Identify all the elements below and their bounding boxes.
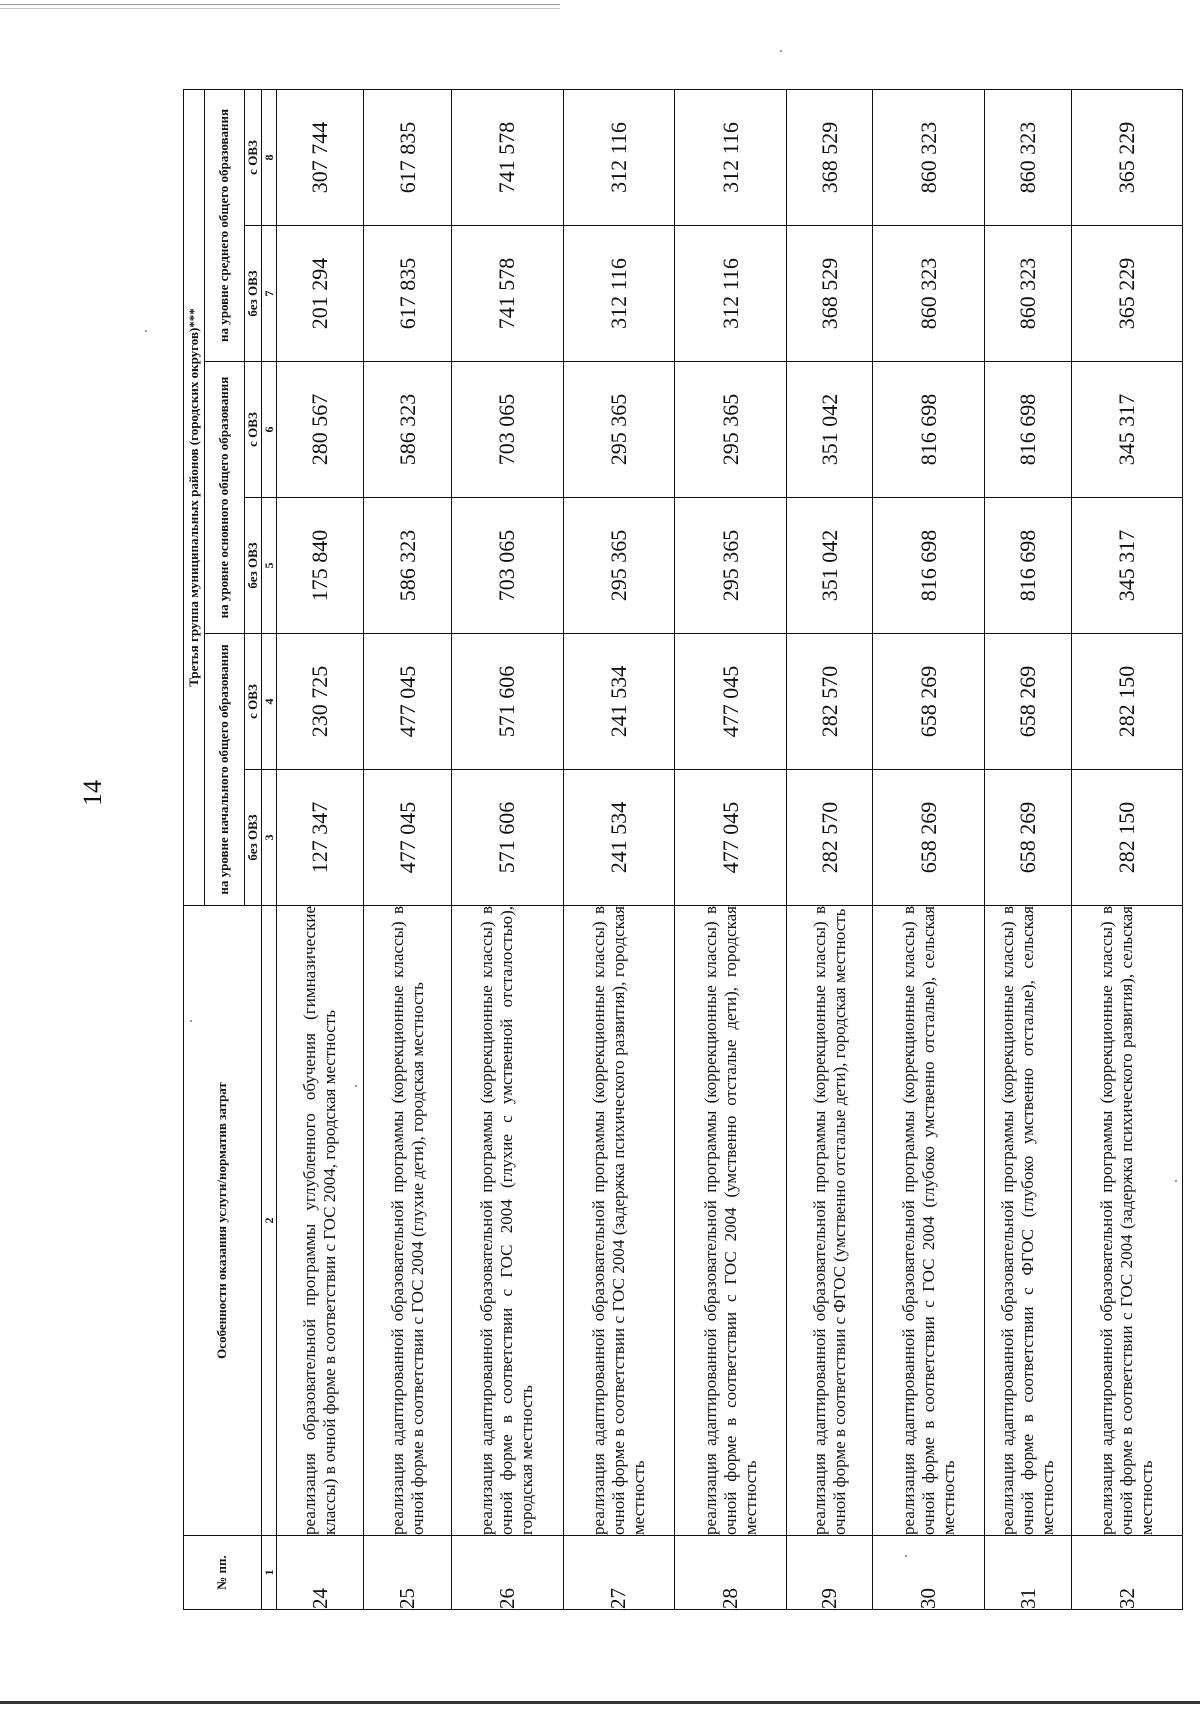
- value-cell: 351 042: [787, 498, 873, 634]
- header-sub-with: с ОВЗ: [244, 634, 261, 770]
- value-cell: 741 578: [451, 226, 563, 362]
- row-number: 32: [1072, 1536, 1183, 1610]
- table-row: [675, 89, 787, 1609]
- index-cell: 8: [261, 89, 276, 225]
- row-number: 26: [451, 1536, 563, 1610]
- table-row: [873, 89, 985, 1609]
- value-cell: 230 725: [277, 634, 364, 770]
- row-description: реализация адаптированной образовательной программы (коррекционные классы) в очной форме в соответствии с ГОС 2004 (задержка психического развития), городская местность: [563, 906, 675, 1536]
- table-row: [563, 89, 675, 1609]
- value-cell: 658 269: [873, 634, 985, 770]
- value-cell: 175 840: [277, 498, 364, 634]
- value-cell: 658 269: [984, 634, 1071, 770]
- row-number: 31: [984, 1536, 1071, 1610]
- row-description: реализация адаптированной образовательной программы (коррекционные классы) в очной форме в соответствии с ГОС 2004 (глубоко умственно отсталые), сельская местность: [873, 906, 985, 1536]
- rotated-table-wrapper: [183, 90, 1183, 1610]
- scan-speck: [145, 330, 147, 332]
- value-cell: 127 347: [277, 770, 364, 906]
- value-cell: 860 323: [873, 226, 985, 362]
- value-cell: 351 042: [787, 362, 873, 498]
- value-cell: 703 065: [451, 362, 563, 498]
- value-cell: 586 323: [364, 362, 451, 498]
- row-description: реализация адаптированной образовательной программы (коррекционные классы) в очной форме в соответствии с ГОС 2004 (задержка психического развития), сельская местность: [1072, 906, 1183, 1536]
- row-description: реализация адаптированной образовательной программы (коррекционные классы) в очной форме в соответствии с ФГОС (умственно отсталые дети), городская местность: [787, 906, 873, 1536]
- value-cell: 860 323: [873, 89, 985, 225]
- header-group: Третья группа муниципальных районов (городских округов)***: [184, 89, 205, 905]
- value-cell: 571 606: [451, 634, 563, 770]
- value-cell: 241 534: [563, 634, 675, 770]
- value-cell: 241 534: [563, 770, 675, 906]
- value-cell: 280 567: [277, 362, 364, 498]
- value-cell: 282 150: [1072, 770, 1183, 906]
- scan-edge-bottom: [0, 1701, 1200, 1704]
- table-row: [451, 89, 563, 1609]
- row-number: 28: [675, 1536, 787, 1610]
- value-cell: 477 045: [364, 770, 451, 906]
- cost-norms-table: [183, 89, 1183, 1610]
- row-number: 24: [277, 1536, 364, 1610]
- value-cell: 617 835: [364, 226, 451, 362]
- table-row: [277, 89, 364, 1609]
- value-cell: 312 116: [563, 226, 675, 362]
- value-cell: 365 229: [1072, 89, 1183, 225]
- index-cell: 2: [261, 906, 276, 1536]
- value-cell: 816 698: [873, 362, 985, 498]
- row-description: реализация адаптированной образовательной программы (коррекционные классы) в очной форме в соответствии с ГОС 2004 (глухие с умственной отсталостью), городская местность: [451, 906, 563, 1536]
- value-cell: 312 116: [563, 89, 675, 225]
- value-cell: 741 578: [451, 89, 563, 225]
- value-cell: 312 116: [675, 89, 787, 225]
- value-cell: 312 116: [675, 226, 787, 362]
- value-cell: 368 529: [787, 226, 873, 362]
- header-sub-with: с ОВЗ: [244, 89, 261, 225]
- value-cell: 658 269: [984, 770, 1071, 906]
- value-cell: 477 045: [675, 770, 787, 906]
- row-number: 27: [563, 1536, 675, 1610]
- header-sub-without: без ОВЗ: [244, 770, 261, 906]
- header-level-basic: на уровне основного общего образования: [204, 362, 244, 634]
- value-cell: 816 698: [984, 498, 1071, 634]
- row-number: 25: [364, 1536, 451, 1610]
- header-index-row: [261, 89, 276, 1609]
- value-cell: 295 365: [563, 498, 675, 634]
- value-cell: 586 323: [364, 498, 451, 634]
- index-cell: 5: [261, 498, 276, 634]
- header-col-feature: Особенности оказания услуги/норматив затрат: [184, 906, 262, 1536]
- index-cell: 1: [261, 1536, 276, 1610]
- row-number: 29: [787, 1536, 873, 1610]
- value-cell: 201 294: [277, 226, 364, 362]
- row-number: 30: [873, 1536, 985, 1610]
- value-cell: 816 698: [984, 362, 1071, 498]
- value-cell: 295 365: [675, 498, 787, 634]
- value-cell: 345 317: [1072, 498, 1183, 634]
- page-number: 14: [78, 780, 107, 806]
- header-sub-with: с ОВЗ: [244, 362, 261, 498]
- value-cell: 860 323: [984, 89, 1071, 225]
- value-cell: 295 365: [675, 362, 787, 498]
- header-sub-without: без ОВЗ: [244, 226, 261, 362]
- value-cell: 345 317: [1072, 362, 1183, 498]
- value-cell: 307 744: [277, 89, 364, 225]
- row-description: реализация адаптированной образовательной программы (коррекционные классы) в очной форме в соответствии с ГОС 2004 (глухие дети), городская местность: [364, 906, 451, 1536]
- index-cell: 6: [261, 362, 276, 498]
- value-cell: 703 065: [451, 498, 563, 634]
- index-cell: 4: [261, 634, 276, 770]
- index-cell: 7: [261, 226, 276, 362]
- value-cell: 477 045: [364, 634, 451, 770]
- value-cell: 617 835: [364, 89, 451, 225]
- value-cell: 282 150: [1072, 634, 1183, 770]
- table-row: [1072, 89, 1183, 1609]
- value-cell: 571 606: [451, 770, 563, 906]
- header-col-no: № пп.: [184, 1536, 262, 1610]
- value-cell: 365 229: [1072, 226, 1183, 362]
- row-description: реализация адаптированной образовательной программы (коррекционные классы) в очной форме в соответствии с ГОС 2004 (умственно отсталые дети), городская местность: [675, 906, 787, 1536]
- value-cell: 816 698: [873, 498, 985, 634]
- scan-edge-top-secondary: [0, 8, 560, 9]
- table-row: [787, 89, 873, 1609]
- value-cell: 368 529: [787, 89, 873, 225]
- value-cell: 295 365: [563, 362, 675, 498]
- row-description: реализация образовательной программы углубленного обучения (гимназические классы) в очной форме в соответствии с ГОС 2004, городская местность: [277, 906, 364, 1536]
- header-level-secondary: на уровне среднего общего образования: [204, 89, 244, 361]
- scan-edge-top: [0, 4, 560, 5]
- value-cell: 658 269: [873, 770, 985, 906]
- header-sub-without: без ОВЗ: [244, 498, 261, 634]
- value-cell: 282 570: [787, 634, 873, 770]
- value-cell: 860 323: [984, 226, 1071, 362]
- header-row-group: [184, 89, 205, 1609]
- row-description: реализация адаптированной образовательной программы (коррекционные классы) в очной форме в соответствии с ФГОС (глубоко умственно отсталые), сельская местность: [984, 906, 1071, 1536]
- value-cell: 477 045: [675, 634, 787, 770]
- index-cell: 3: [261, 770, 276, 906]
- header-level-primary: на уровне начального общего образования: [204, 634, 244, 906]
- value-cell: 282 570: [787, 770, 873, 906]
- table-row: [984, 89, 1071, 1609]
- table-row: [364, 89, 451, 1609]
- scan-speck: [780, 50, 782, 52]
